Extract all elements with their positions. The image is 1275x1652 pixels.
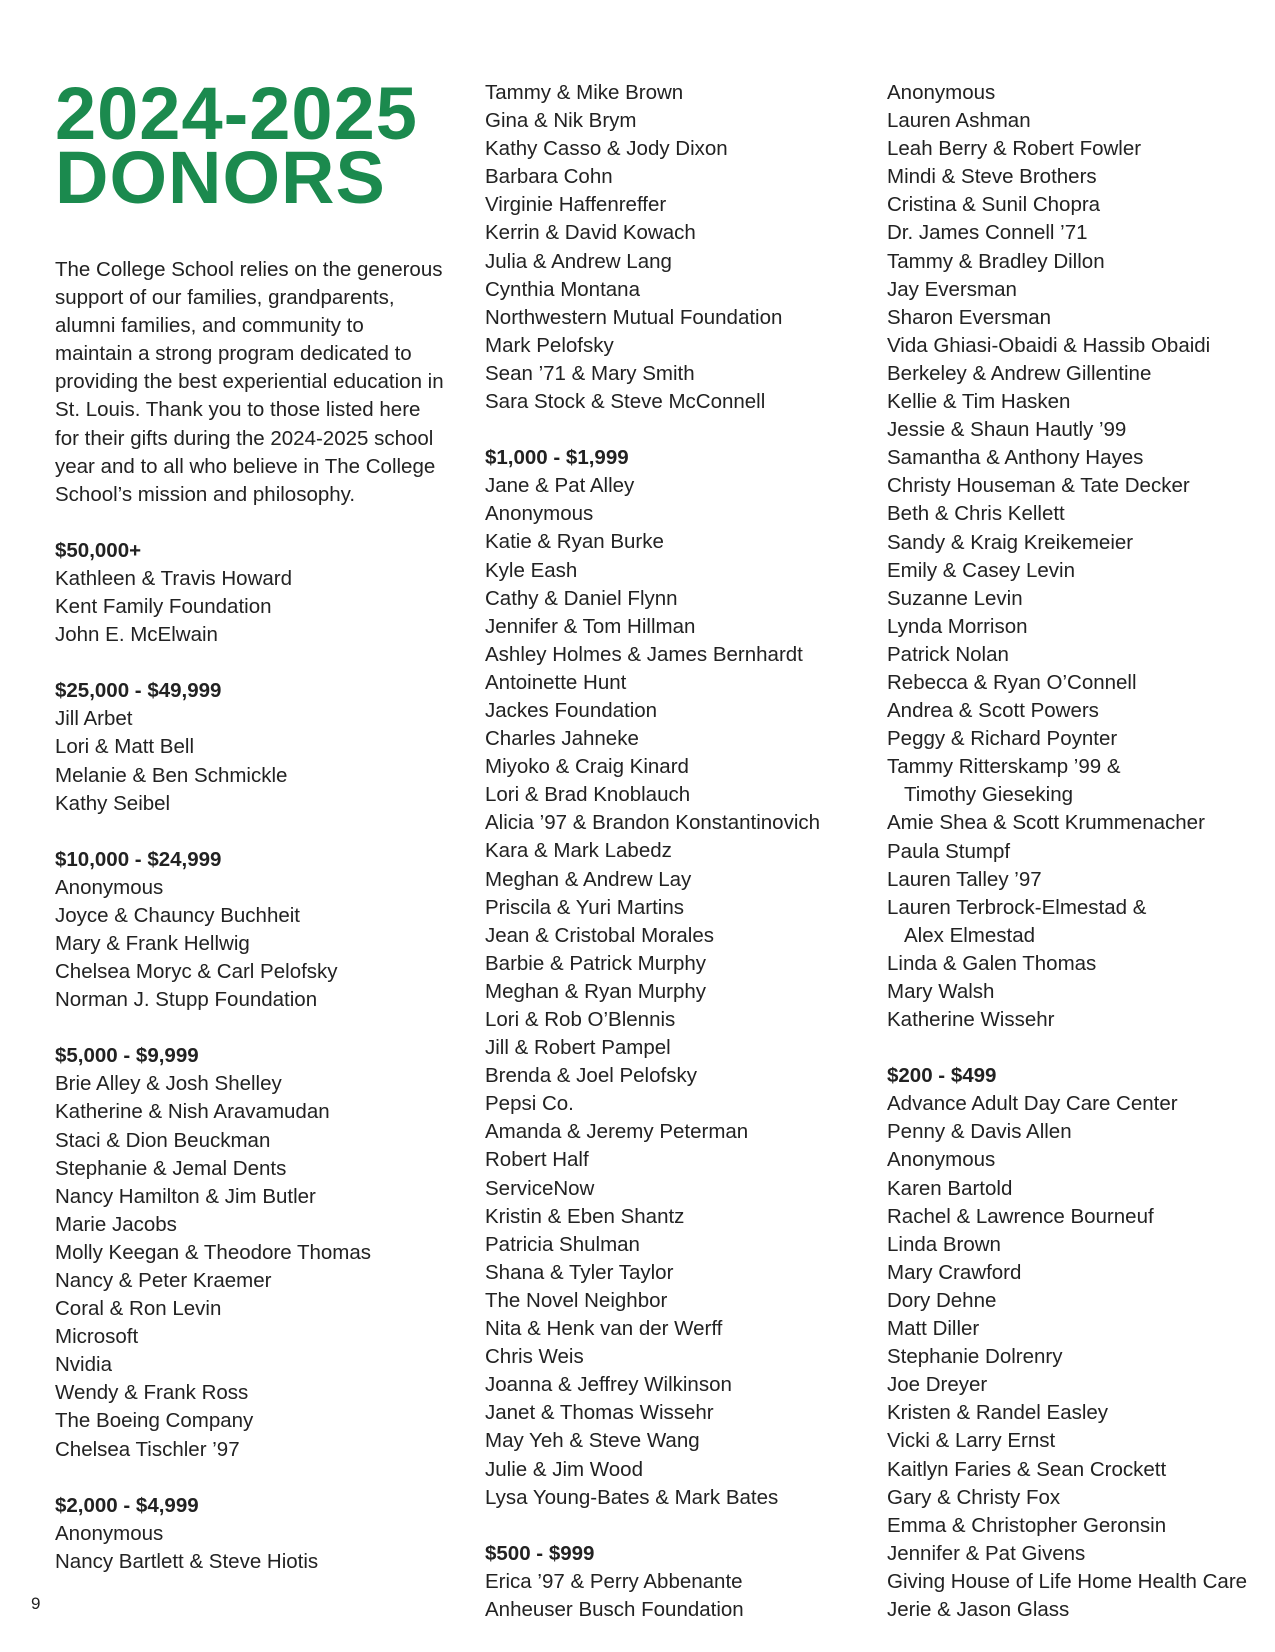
donor-name: John E. McElwain — [55, 623, 218, 647]
donor-name: Stephanie & Jemal Dents — [55, 1156, 287, 1180]
gift-level-heading: $200 - $499 — [887, 1064, 997, 1088]
donor-group — [887, 1062, 1272, 1624]
donor-name: Pepsi Co. — [485, 1092, 574, 1116]
column-3 — [887, 79, 1272, 1652]
intro-paragraph — [55, 256, 445, 509]
donor-name: Amanda & Jeremy Peterman — [485, 1120, 749, 1144]
donor-name: Joyce & Chauncy Buchheit — [55, 903, 300, 927]
donor-name: Gina & Nik Brym — [485, 109, 637, 133]
donor-name: Lauren Ashman — [887, 109, 1031, 133]
donor-name: Kathy Casso & Jody Dixon — [485, 137, 728, 161]
donor-name: Jean & Cristobal Morales — [485, 923, 715, 947]
donor-name: Meghan & Ryan Murphy — [485, 979, 707, 1003]
gift-level-heading: $50,000+ — [55, 538, 142, 562]
column-1-groups — [55, 537, 445, 1576]
donor-name: Cristina & Sunil Chopra — [887, 193, 1101, 217]
donor-name: Kristin & Eben Shantz — [485, 1204, 685, 1228]
donor-group — [55, 677, 445, 817]
donor-name: Matt Diller — [887, 1317, 980, 1341]
donor-name: Lynda Morrison — [887, 614, 1028, 638]
title-line-2: DONORS — [55, 136, 386, 219]
donor-name: Microsoft — [55, 1325, 139, 1349]
donor-name: Barbara Cohn — [485, 165, 613, 189]
donor-name: Paula Stumpf — [887, 839, 1011, 863]
donor-name: Dory Dehne — [887, 1288, 997, 1312]
donor-group — [485, 1540, 865, 1624]
donor-name: Karen Bartold — [887, 1176, 1013, 1200]
gift-level-heading: $5,000 - $9,999 — [55, 1044, 199, 1068]
donor-name: Katherine Wissehr — [887, 1008, 1055, 1032]
donor-name: Joe Dreyer — [887, 1373, 988, 1397]
donor-name: Linda & Galen Thomas — [887, 951, 1097, 975]
donor-name: Julie & Jim Wood — [485, 1457, 643, 1481]
donor-name: The Novel Neighbor — [485, 1288, 668, 1312]
donor-name: Anonymous — [55, 875, 164, 899]
donor-name: Jerie & Jason Glass — [887, 1597, 1070, 1621]
donor-name: Nancy & Peter Kraemer — [55, 1269, 272, 1292]
donor-name: Barbie & Patrick Murphy — [485, 951, 707, 975]
gift-level-heading: $2,000 - $4,999 — [55, 1493, 199, 1517]
donor-name: Ashley Holmes & James Bernhardt — [485, 642, 803, 666]
donor-name: ServiceNow — [485, 1176, 595, 1200]
donor-name: Rebecca & Ryan O’Connell — [887, 670, 1137, 694]
donor-name: Jane & Pat Alley — [485, 474, 635, 498]
donor-name: Sandy & Kraig Kreikemeier — [887, 530, 1134, 554]
donor-name: Rachel & Lawrence Bourneuf — [887, 1204, 1154, 1228]
donor-name: Coral & Ron Levin — [55, 1297, 222, 1321]
donor-group — [55, 537, 445, 649]
donor-group — [485, 444, 865, 1512]
donor-name: Penny & Davis Allen — [887, 1120, 1072, 1144]
donor-name: Kyle Eash — [485, 558, 578, 582]
donor-name: Lauren Talley ’97 — [887, 867, 1042, 891]
donor-name: Kellie & Tim Hasken — [887, 390, 1071, 414]
donor-name: Vida Ghiasi-Obaidi & Hassib Obaidi — [887, 333, 1211, 357]
donor-name: Brenda & Joel Pelofsky — [485, 1064, 697, 1088]
donor-name: Miyoko & Craig Kinard — [485, 755, 689, 779]
donor-name: Leah Berry & Robert Fowler — [887, 137, 1142, 161]
donor-name: Robert Half — [485, 1148, 589, 1172]
donor-name: Julia & Andrew Lang — [485, 249, 672, 273]
gift-level-heading: $10,000 - $24,999 — [55, 847, 222, 871]
donor-name: Beth & Chris Kellett — [887, 502, 1065, 526]
column-1 — [55, 72, 445, 1604]
donor-name: Jill & Robert Pampel — [485, 1036, 671, 1060]
donor-name: Norman J. Stupp Foundation — [55, 988, 318, 1012]
donor-group — [887, 79, 1272, 1034]
donor-name: Molly Keegan & Theodore Thomas — [55, 1240, 372, 1264]
donor-name: Mary & Frank Hellwig — [55, 931, 250, 955]
column-2-groups — [485, 79, 865, 1624]
donor-name: Anheuser Busch Foundation — [485, 1597, 744, 1621]
donor-name: Antoinette Hunt — [485, 670, 627, 694]
donor-name: Linda Brown — [887, 1232, 1001, 1256]
donor-name: Mark Pelofsky — [485, 333, 614, 357]
donor-name: Cynthia Montana — [485, 277, 640, 301]
donor-name: Sean ’71 & Mary Smith — [485, 361, 695, 385]
donor-name: Stephanie Dolrenry — [887, 1345, 1063, 1369]
donor-name: Kara & Mark Labedz — [485, 839, 672, 863]
donor-name: May Yeh & Steve Wang — [485, 1429, 700, 1453]
page-title — [55, 72, 445, 219]
title-line-1: 2024-2025 — [55, 72, 418, 155]
donor-name: Anonymous — [55, 1521, 164, 1545]
donor-name: Anonymous — [887, 1148, 996, 1172]
donor-name: The Boeing Company — [55, 1409, 254, 1433]
donor-name: Chelsea Tischler ’97 — [55, 1437, 240, 1461]
donor-name: Mary Walsh — [887, 980, 995, 1003]
donor-name: Erica ’97 & Perry Abbenante — [485, 1569, 743, 1593]
donor-name: Kent Family Foundation — [55, 595, 272, 619]
donor-name: Mindi & Steve Brothers — [887, 165, 1097, 189]
donor-name: Charles Jahneke — [485, 727, 639, 751]
donor-name: Anonymous — [887, 81, 996, 104]
donor-name: Sharon Eversman — [887, 305, 1052, 329]
donor-group — [55, 846, 445, 1015]
donor-name: Dr. James Connell ’71 — [887, 221, 1088, 245]
column-3-groups — [887, 79, 1272, 1624]
donor-name: Tammy Ritterskamp ’99 & Timothy Gieseking — [887, 755, 1121, 807]
donor-name: Advance Adult Day Care Center — [887, 1092, 1178, 1116]
donor-name: Patrick Nolan — [887, 642, 1009, 666]
donor-name: Katherine & Nish Aravamudan — [55, 1100, 330, 1124]
donor-name: Peggy & Richard Poynter — [887, 727, 1118, 751]
gift-level-heading: $500 - $999 — [485, 1541, 595, 1565]
donor-name: Jay Eversman — [887, 277, 1017, 301]
donor-name: Sara Stock & Steve McConnell — [485, 390, 766, 414]
donor-name: Vicki & Larry Ernst — [887, 1429, 1056, 1453]
donor-name: Chelsea Moryc & Carl Pelofsky — [55, 960, 338, 984]
donor-name: Kristen & Randel Easley — [887, 1401, 1109, 1425]
donor-name: Cathy & Daniel Flynn — [485, 586, 678, 610]
donor-name: Chris Weis — [485, 1345, 584, 1369]
donor-group — [485, 79, 865, 416]
donor-name: Joanna & Jeffrey Wilkinson — [485, 1373, 732, 1397]
donor-name: Amie Shea & Scott Krummenacher — [887, 811, 1205, 835]
donor-name: Janet & Thomas Wissehr — [485, 1401, 714, 1425]
donor-name: Brie Alley & Josh Shelley — [55, 1072, 282, 1096]
donor-group — [55, 1042, 445, 1463]
donor-group — [55, 1492, 445, 1576]
donor-name: Tammy & Bradley Dillon — [887, 249, 1105, 273]
donor-name: Wendy & Frank Ross — [55, 1381, 249, 1405]
donor-name: Meghan & Andrew Lay — [485, 867, 692, 891]
donor-name: Gary & Christy Fox — [887, 1485, 1061, 1509]
donor-name: Jackes Foundation — [485, 698, 658, 722]
intro-text: The College School relies on the generous support of our families, grandparents, alumni families, and community to maintain a strong program dedicated to providing the best experiential education in St. Louis. Thank you to those listed here for their gifts during the 2024-2025 school year and to all who believe in The College School’s mission and philosophy. — [55, 258, 444, 506]
donor-name: Jennifer & Pat Givens — [887, 1541, 1086, 1565]
donor-name: Nancy Bartlett & Steve Hiotis — [55, 1549, 319, 1573]
donor-name: Lori & Brad Knoblauch — [485, 783, 691, 807]
donor-name: Nancy Hamilton & Jim Butler — [55, 1184, 316, 1208]
donor-name: Samantha & Anthony Hayes — [887, 446, 1144, 470]
donor-name: Lori & Matt Bell — [55, 735, 194, 759]
column-2 — [485, 79, 865, 1652]
donor-name: Lysa Young-Bates & Mark Bates — [485, 1485, 779, 1509]
donor-name: Jessie & Shaun Hautly ’99 — [887, 418, 1127, 442]
donor-name: Jill Arbet — [55, 707, 133, 731]
donor-name: Kathleen & Travis Howard — [55, 566, 293, 590]
donor-name: Nvidia — [55, 1353, 112, 1377]
donor-name: Alicia ’97 & Brandon Konstantinovich — [485, 811, 821, 835]
donor-name: Melanie & Ben Schmickle — [55, 763, 288, 787]
donor-name: Virginie Haffenreffer — [485, 193, 667, 217]
donor-name: Marie Jacobs — [55, 1212, 177, 1236]
donor-name: Kaitlyn Faries & Sean Crockett — [887, 1457, 1167, 1481]
donor-name: Emily & Casey Levin — [887, 558, 1075, 582]
donor-name: Emma & Christopher Geronsin — [887, 1513, 1167, 1537]
donor-name: Nita & Henk van der Werff — [485, 1317, 723, 1341]
gift-level-heading: $1,000 - $1,999 — [485, 446, 629, 470]
donor-name: Berkeley & Andrew Gillentine — [887, 361, 1152, 385]
donor-name: Giving House of Life Home Health Care — [887, 1569, 1248, 1593]
donor-name: Christy Houseman & Tate Decker — [887, 474, 1190, 498]
donor-name: Lori & Rob O’Blennis — [485, 1008, 676, 1031]
donor-name: Lauren Terbrock-Elmestad & Alex Elmestad — [887, 895, 1147, 947]
donor-name: Tammy & Mike Brown — [485, 81, 684, 104]
donor-name: Northwestern Mutual Foundation — [485, 305, 783, 329]
donor-name: Patricia Shulman — [485, 1232, 640, 1256]
donor-name: Anonymous — [485, 502, 594, 526]
donor-name: Andrea & Scott Powers — [887, 699, 1099, 723]
donor-name: Kerrin & David Kowach — [485, 221, 696, 245]
page-number: 9 — [31, 1594, 41, 1613]
donor-name: Suzanne Levin — [887, 586, 1023, 610]
gift-level-heading: $25,000 - $49,999 — [55, 679, 222, 703]
donor-name: Shana & Tyler Taylor — [485, 1260, 674, 1284]
donor-name: Priscila & Yuri Martins — [485, 895, 684, 919]
donor-name: Staci & Dion Beuckman — [55, 1128, 271, 1152]
donor-name: Katie & Ryan Burke — [485, 530, 664, 554]
donor-name: Mary Crawford — [887, 1260, 1022, 1284]
donor-name: Jennifer & Tom Hillman — [485, 614, 696, 638]
donor-name: Kathy Seibel — [55, 791, 171, 815]
